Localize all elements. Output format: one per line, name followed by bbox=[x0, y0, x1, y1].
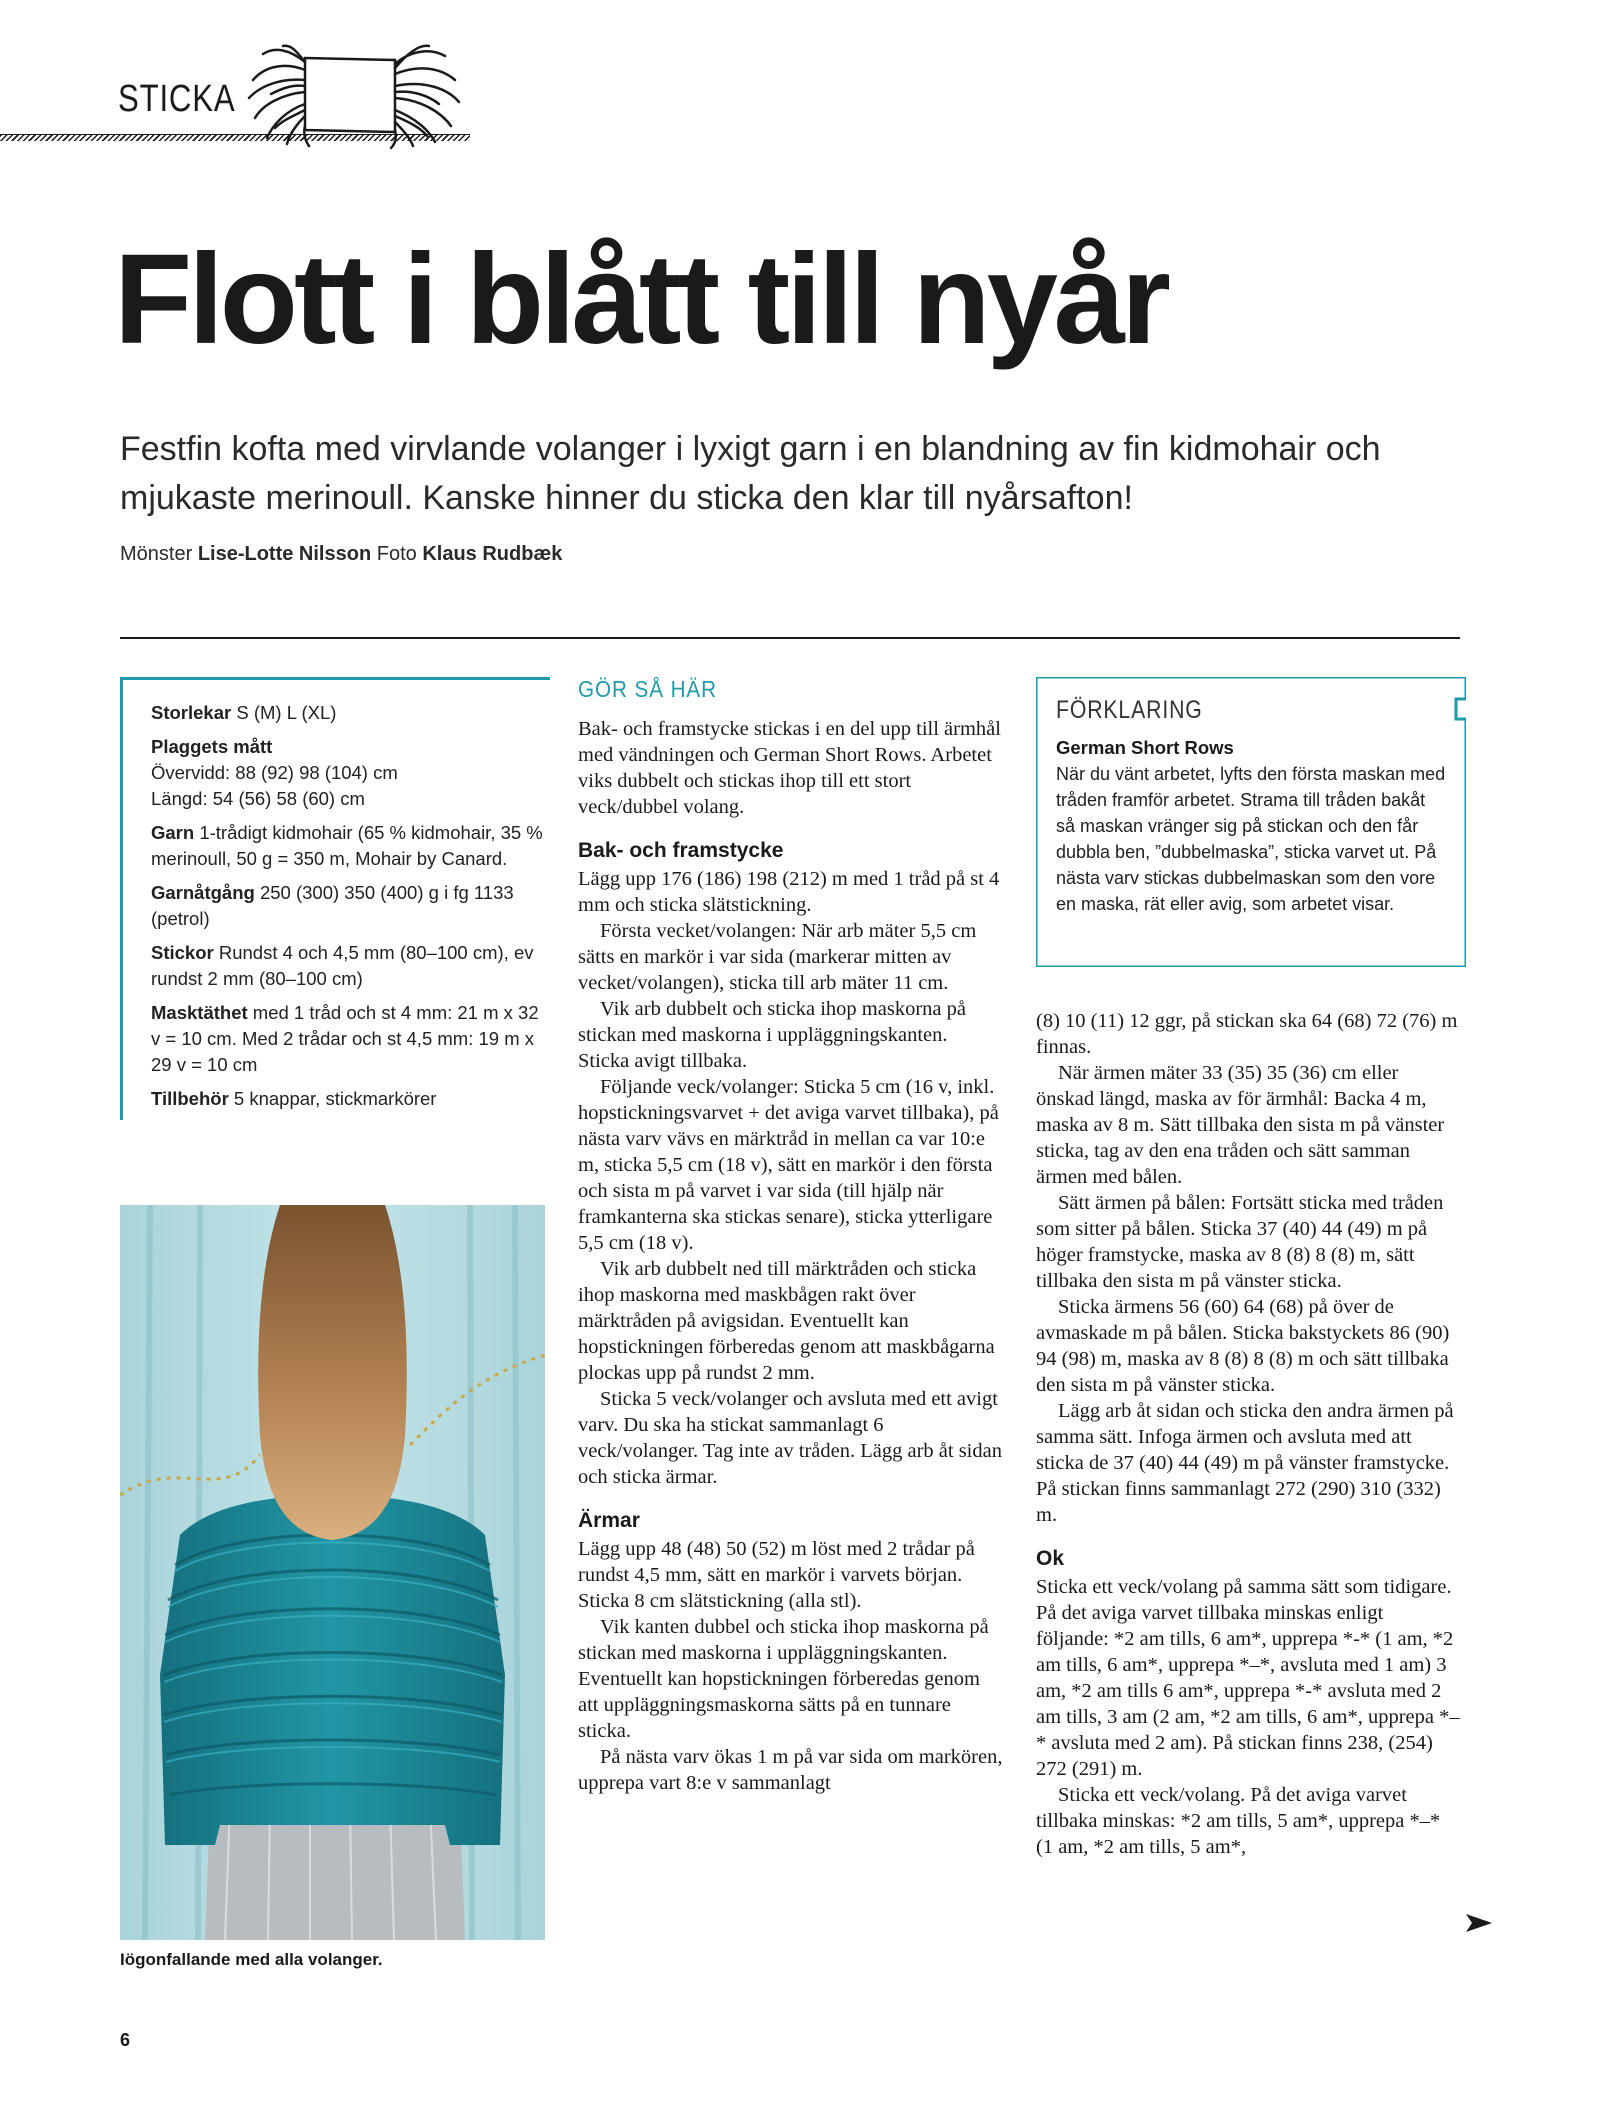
photographer: Klaus Rudbæk bbox=[422, 543, 563, 565]
explanation-body: När du vänt arbetet, lyfts den första maskan med tråden framför arbetet. Strama till tråden bakåt så maskan vränger sig på stickan och den får dubbla ben, ”dubbelmaska”, sticka varvet ut. På nästa varv stickas dubbelmaskan som den vore en maska, rät eller avig, som arbetet visar. bbox=[1056, 764, 1446, 914]
explanation-box bbox=[1056, 696, 1448, 917]
instruction-paragraph: Vik kanten dubbel och sticka ihop maskorna på stickan med maskorna i uppläggningskanten. Eventuellt kan hopstickningen förberedas genom att uppläggningsmaskorna sätts på en tunnare sticka. bbox=[578, 1616, 989, 1742]
instruction-paragraph: Sticka ett veck/volang. På det aviga varvet tillbaka minskas: *2 am tills, 5 am*, upprepa *–* (1 am, *2 am tills, 5 am*, bbox=[1036, 1784, 1441, 1858]
article-credits bbox=[120, 543, 562, 566]
sweater-illustration bbox=[120, 1205, 545, 1940]
facts-box bbox=[120, 677, 550, 1120]
fact-item bbox=[151, 700, 550, 726]
pattern-label: Mönster bbox=[120, 543, 193, 565]
fact-item bbox=[151, 1000, 550, 1078]
photo-label: Foto bbox=[376, 543, 417, 565]
fact-item bbox=[151, 940, 550, 992]
instruction-paragraph: Följande veck/volanger: Sticka 5 cm (16 v, inkl. hopstickningsvarvet + det aviga varvet tillbaka), på nästa varv vävs en märktråd in mellan ca var 10:e m, sticka 5,5 cm (18 v), sätt en markör i den första och sista m på varvet i var sida (till hjälp när framkanterna ska stickas senare), sticka ytterligare 5,5 cm (18 v). bbox=[578, 1076, 999, 1254]
instruction-paragraph: Första vecket/volangen: När arb mäter 5,5 cm sätts en markör i var sida (markerar mitten av vecket/volangen), sticka till arb mäter 11 cm. bbox=[578, 920, 977, 994]
fact-label: Masktäthet bbox=[151, 1002, 248, 1023]
subsection-heading: Bak- och framstycke bbox=[578, 839, 784, 862]
fact-label: Garn bbox=[151, 822, 195, 843]
instruction-paragraph: På nästa varv ökas 1 m på var sida om markören, upprepa vart 8:e v sammanlagt bbox=[578, 1746, 1003, 1794]
instruction-paragraph: Sticka ett veck/volang på samma sätt som tidigare. På det aviga varvet tillbaka minskas enligt följande: *2 am tills, 6 am*, upprepa *-* (1 am, *2 am tills, 6 am*, upprepa *–*, avsluta med 1 am) 3 am, *2 am tills 6 am*, upprepa *-* avsluta med 2 am tills, 3 am (2 am, *2 am tills, 6 am*, upprepa *–* avsluta med 2 am). På stickan finns 238, (254) 272 (291) m. bbox=[1036, 1576, 1460, 1780]
fact-label: Plaggets mått bbox=[151, 736, 273, 757]
instruction-paragraph: Lägg arb åt sidan och sticka den andra ärmen på samma sätt. Infoga ärmen och avsluta med att sticka de 37 (40) 44 (49) m på vänster framstycke. På stickan finns sammanlagt 272 (290) 310 (332) m. bbox=[1036, 1400, 1454, 1526]
fact-label: Tillbehör bbox=[151, 1088, 229, 1109]
fact-item bbox=[151, 880, 550, 932]
subsection-heading: Ok bbox=[1036, 1547, 1065, 1570]
fact-item bbox=[151, 820, 550, 872]
instruction-paragraph: Lägg upp 48 (48) 50 (52) m löst med 2 trådar på rundst 4,5 mm, sätt en markör i varvets början. Sticka 8 cm slätstickning (alla stl). bbox=[578, 1538, 975, 1612]
fact-label: Storlekar bbox=[151, 702, 232, 723]
photo-caption: Iögonfallande med alla volanger. bbox=[120, 1950, 383, 1969]
instruction-paragraph: (8) 10 (11) 12 ggr, på stickan ska 64 (68) 72 (76) m finnas. bbox=[1036, 1010, 1458, 1058]
fact-value: 250 (300) 350 (400) g i fg 1133 (petrol) bbox=[151, 882, 514, 929]
instruction-paragraph: Vik arb dubbelt ned till märktråden och sticka ihop maskorna med maskbågen rakt över märktråden på avigsidan. Eventuellt kan hopstickningen förberedas genom att maskbågarna plockas upp på rundst 2 mm. bbox=[578, 1258, 995, 1384]
fact-value: Rundst 4 och 4,5 mm (80–100 cm), ev rundst 2 mm (80–100 cm) bbox=[151, 942, 534, 989]
explanation-subtitle: German Short Rows bbox=[1056, 737, 1234, 758]
article-intro: Festfin kofta med virvlande volanger i lyxigt garn i en blandning av fin kidmohair och mjukaste merinoull. Kanske hinner du sticka den klar till nyårsafton! bbox=[120, 430, 1381, 517]
section-label: STICKA bbox=[118, 78, 236, 120]
fact-label: Garnåtgång bbox=[151, 882, 255, 903]
fact-item bbox=[151, 734, 550, 812]
instruction-paragraph: Sticka ärmens 56 (60) 64 (68) på över de avmaskade m på bålen. Sticka bakstyckets 86 (90) 94 (98) m, maska av 8 (8) 8 (8) m och sätt tillbaka den sista m på vänster sticka. bbox=[1036, 1296, 1450, 1396]
sweater-photo bbox=[120, 1205, 545, 1940]
fact-value: 1-trådigt kidmohair (65 % kidmohair, 35 % merinoull, 50 g = 350 m, Mohair by Canard. bbox=[151, 822, 543, 869]
page-number: 6 bbox=[120, 2030, 131, 2050]
article-title: Flott i blått till nyår bbox=[114, 228, 1167, 371]
instruction-paragraph: När ärmen mäter 33 (35) 35 (36) cm eller önskad längd, maska av för ärmhål: Backa 4 m, maska av 8 m. Sätt tillbaka den sista m på vänster sticka, tag av den ena tråden och sätt samman ärmen med bålen. bbox=[1036, 1062, 1445, 1188]
pattern-author: Lise-Lotte Nilsson bbox=[197, 543, 372, 565]
instruction-paragraph: Sticka 5 veck/volanger och avsluta med ett avigt varv. Du ska ha stickat sammanlagt 6 veck/volanger. Tag inte av tråden. Lägg arb åt sidan och sticka ärmar. bbox=[578, 1388, 1002, 1488]
instruction-paragraph: Vik arb dubbelt och sticka ihop maskorna på stickan med maskorna i uppläggningskanten. Sticka avigt tillbaka. bbox=[578, 998, 966, 1072]
instructions-title: GÖR SÅ HÄR bbox=[578, 676, 717, 702]
fact-item bbox=[151, 1086, 550, 1112]
fact-value: med 1 tråd och st 4 mm: 21 m x 32 v = 10 cm. Med 2 trådar och st 4,5 mm: 19 m x 29 v = 10 cm bbox=[151, 1002, 539, 1075]
instructions-column-2 bbox=[1036, 1008, 1461, 1860]
instructions-column-1 bbox=[578, 716, 1003, 1796]
fact-value: Övervidd: 88 (92) 98 (104) cm Längd: 54 (56) 58 (60) cm bbox=[151, 762, 398, 809]
arrow-right-icon bbox=[1466, 1912, 1492, 1934]
yarn-skein-icon bbox=[235, 40, 470, 150]
divider bbox=[120, 637, 1460, 639]
instruction-paragraph: Bak- och framstycke stickas i en del upp till ärmhål med vändningen och German Short Rows. Arbetet viks dubbelt och stickas ihop till ett stort veck/dubbel volang. bbox=[578, 718, 1001, 818]
subsection-heading: Ärmar bbox=[578, 1509, 640, 1532]
fact-value: 5 knappar, stickmarkörer bbox=[228, 1088, 437, 1109]
instruction-paragraph: Sätt ärmen på bålen: Fortsätt sticka med tråden som sitter på bålen. Sticka 37 (40) 44 (49) m på höger framstycke, maska av 8 (8) 8 (8) m, sätt tillbaka den sista m på vänster sticka. bbox=[1036, 1192, 1444, 1292]
fact-label: Stickor bbox=[151, 942, 214, 963]
fact-value: S (M) L (XL) bbox=[231, 702, 337, 723]
explanation-title: FÖRKLARING bbox=[1056, 696, 1203, 724]
instruction-paragraph: Lägg upp 176 (186) 198 (212) m med 1 tråd på st 4 mm och sticka slätstickning. bbox=[578, 868, 1000, 916]
